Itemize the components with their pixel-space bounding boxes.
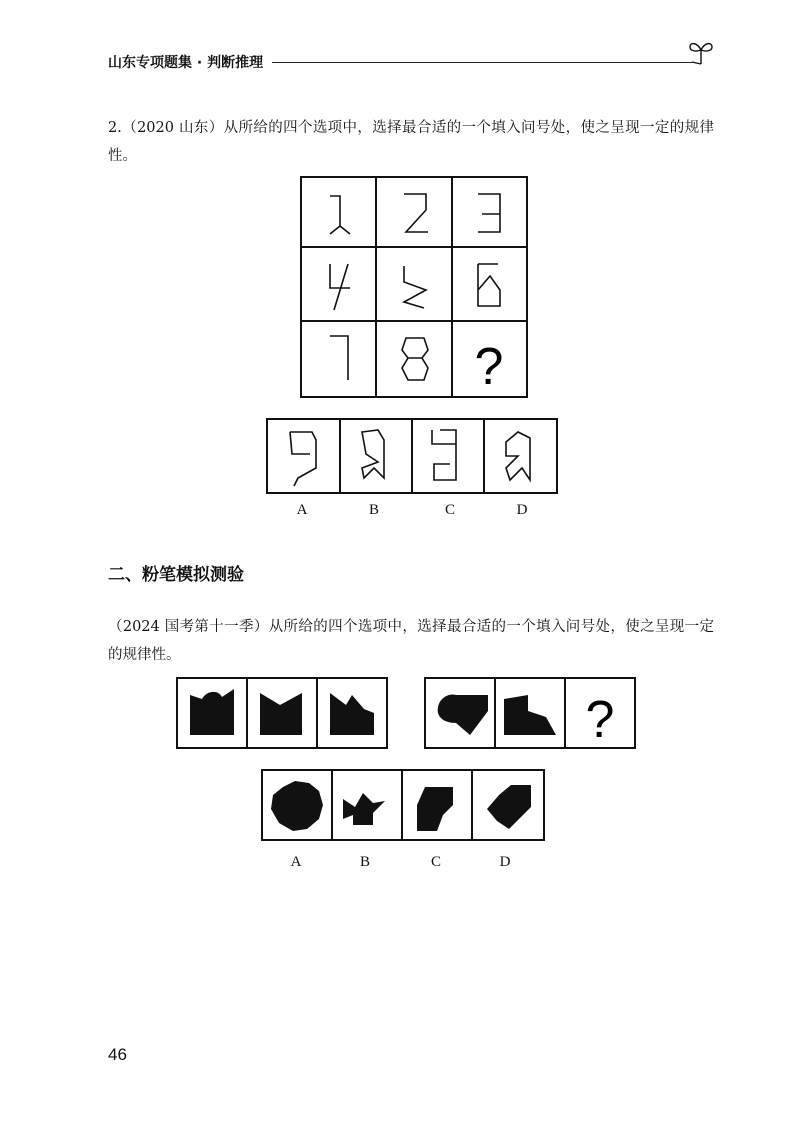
digit-4-glyph — [330, 264, 350, 310]
header-rule — [272, 62, 692, 63]
q2-option-label-b: B — [359, 854, 370, 870]
question-1-text: 2.（2020 山东）从所给的四个选项中，选择最合适的一个填入问号处，使之呈现一定的规律性。 — [108, 120, 714, 164]
q2-figure-1 — [190, 689, 234, 735]
digit-8-glyph — [402, 338, 428, 380]
question-mark: ? — [474, 338, 504, 396]
option-d-figure — [506, 432, 530, 480]
question-2-text: （2024 国考第十一季）从所给的四个选项中，选择最合适的一个填入问号处，使之呈现一定的规律性。 — [108, 619, 714, 663]
q2-option-label-d: D — [499, 854, 511, 870]
digit-3-glyph — [478, 194, 500, 232]
q2-option-label-a: A — [290, 854, 302, 870]
q2-figure-5 — [504, 695, 556, 735]
q1-option-label-d: D — [516, 502, 528, 518]
question-2-group-1 — [176, 677, 388, 749]
option-c-figure — [432, 430, 456, 480]
sprout-icon — [688, 38, 714, 66]
digit-2-glyph — [404, 194, 428, 232]
q1-option-label-b: B — [368, 502, 379, 518]
question-2-question-mark: ? — [585, 691, 615, 749]
digit-7-glyph — [330, 336, 348, 380]
option-a-figure — [290, 432, 316, 486]
q2-figure-4 — [438, 695, 488, 736]
option-b-figure — [362, 430, 384, 478]
q1-option-label-a: A — [296, 502, 308, 518]
q2-figure-2 — [260, 693, 302, 735]
digit-1-glyph — [330, 196, 350, 234]
question-1-grid — [300, 176, 528, 398]
q2-option-c-figure — [417, 787, 453, 831]
section-title: 二、粉笔模拟测验 — [108, 565, 244, 585]
q1-option-label-c: C — [444, 502, 455, 518]
question-2-options — [261, 769, 545, 841]
q2-option-d-figure — [487, 785, 531, 829]
page-number: 46 — [108, 1045, 127, 1064]
q2-option-b-figure — [343, 793, 385, 825]
q2-option-a-figure — [271, 781, 323, 831]
question-2-group-2 — [424, 677, 636, 749]
digit-6-glyph — [478, 264, 500, 306]
question-1-options — [266, 418, 558, 494]
q2-option-label-c: C — [430, 854, 441, 870]
running-header-title: 山东专项题集 · 判断推理 — [108, 55, 264, 71]
digit-5-glyph — [404, 266, 426, 308]
q2-figure-3 — [330, 693, 374, 735]
